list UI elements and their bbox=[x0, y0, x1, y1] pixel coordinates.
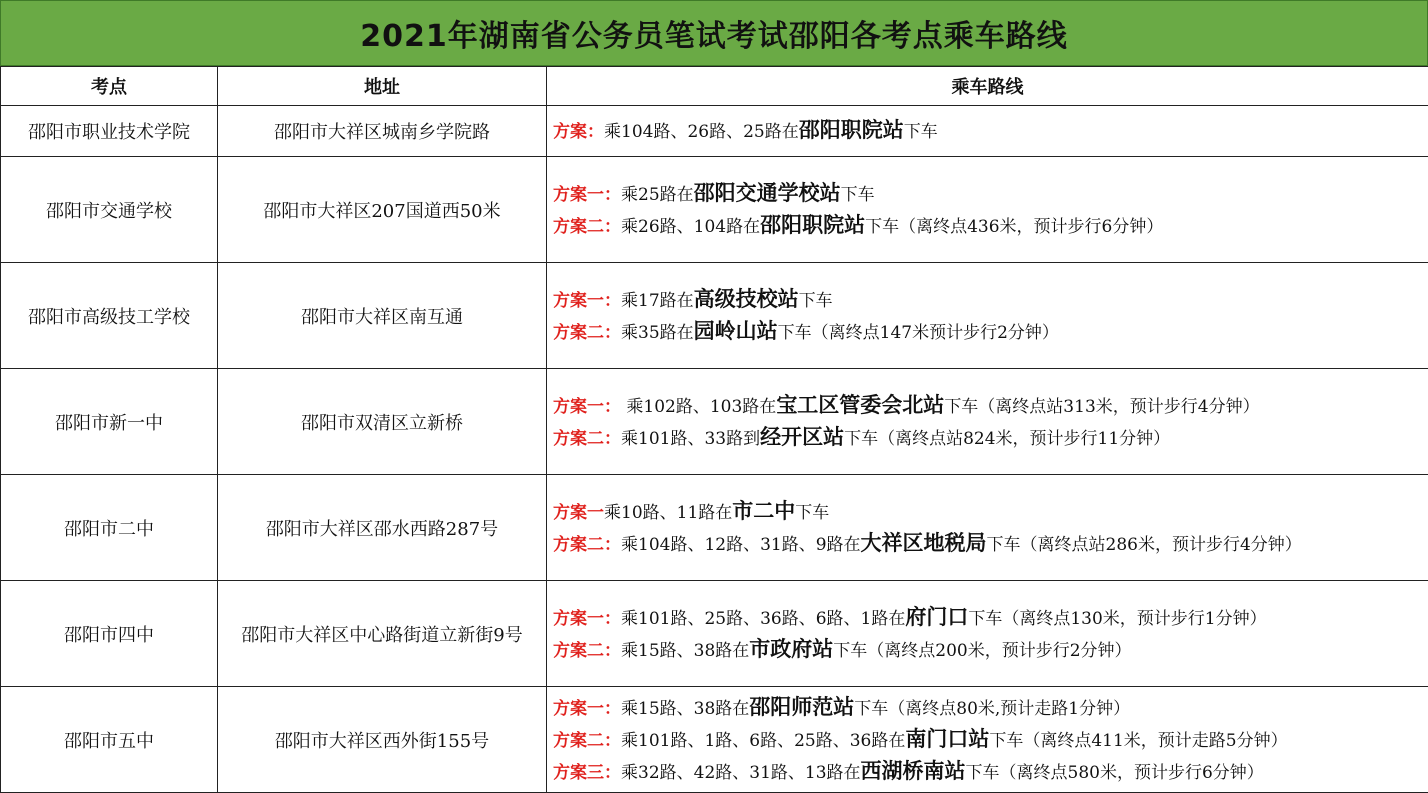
plan-text: 下车（离终点200米，预计步行2分钟） bbox=[833, 640, 1132, 661]
plan-text: 乘32路、42路、31路、13路在 bbox=[621, 762, 861, 783]
plan-text: 下车 bbox=[795, 502, 830, 523]
plan-line bbox=[553, 602, 1428, 634]
plan-label: 方案一： bbox=[553, 184, 621, 205]
plan-text: 下车（离终点147米预计步行2分钟） bbox=[777, 322, 1059, 343]
stop-name: 经开区站 bbox=[760, 423, 845, 449]
plan-text: 下车（离终点580米，预计步行6分钟） bbox=[965, 762, 1264, 783]
plan-text: 下车（离终点130米，预计步行1分钟） bbox=[968, 608, 1267, 629]
plan-text: 乘10路、11路在 bbox=[604, 502, 733, 523]
plan-line bbox=[553, 210, 1428, 242]
table-row bbox=[1, 581, 1428, 687]
plan-text: 下车（离终点站313米，预计步行4分钟） bbox=[944, 396, 1260, 417]
address-cell: 邵阳市双清区立新桥 bbox=[218, 369, 547, 475]
table-row bbox=[1, 157, 1428, 263]
route-cell bbox=[547, 106, 1428, 157]
table-row bbox=[1, 687, 1428, 793]
address-cell: 邵阳市大祥区207国道西50米 bbox=[218, 157, 547, 263]
plan-label: 方案： bbox=[553, 122, 604, 142]
plan-line bbox=[553, 316, 1428, 348]
plan-text: 乘25路在 bbox=[621, 184, 694, 205]
plan-text: 乘104路、12路、31路、9路在 bbox=[621, 534, 861, 555]
route-cell bbox=[547, 475, 1428, 581]
site-cell: 邵阳市职业技术学院 bbox=[1, 106, 218, 157]
plan-label: 方案二： bbox=[553, 534, 621, 555]
plan-line bbox=[553, 496, 1428, 528]
plan-text: 乘17路在 bbox=[621, 290, 694, 311]
stop-name: 西湖桥南站 bbox=[860, 757, 966, 783]
route-cell bbox=[547, 157, 1428, 263]
stop-name: 市二中 bbox=[732, 497, 796, 523]
route-cell bbox=[547, 581, 1428, 687]
site-cell: 邵阳市四中 bbox=[1, 581, 218, 687]
table-row bbox=[1, 475, 1428, 581]
stop-name: 邵阳师范站 bbox=[749, 693, 855, 719]
plan-label: 方案二： bbox=[553, 428, 621, 449]
plan-line bbox=[553, 422, 1428, 454]
stop-name: 府门口 bbox=[905, 603, 969, 629]
site-cell: 邵阳市新一中 bbox=[1, 369, 218, 475]
plan-text: 乘101路、25路、36路、6路、1路在 bbox=[621, 608, 906, 629]
address-cell: 邵阳市大祥区南互通 bbox=[218, 263, 547, 369]
routes-table bbox=[0, 66, 1428, 793]
plan-text: 下车（离终点436米，预计步行6分钟） bbox=[865, 216, 1164, 237]
plan-label: 方案一： bbox=[553, 698, 621, 719]
plan-text: 乘101路、1路、6路、25路、36路在 bbox=[621, 730, 906, 751]
plan-label: 方案一： bbox=[553, 290, 621, 311]
plan-text: 乘104路、26路、25路在 bbox=[604, 122, 799, 142]
stop-name: 邵阳职院站 bbox=[798, 117, 904, 142]
site-cell: 邵阳市高级技工学校 bbox=[1, 263, 218, 369]
stop-name: 南门口站 bbox=[905, 725, 990, 751]
plan-text: 乘102路、103路在 bbox=[621, 396, 777, 417]
address-cell: 邵阳市大祥区西外街155号 bbox=[218, 687, 547, 793]
header-address: 地址 bbox=[218, 67, 547, 106]
table-row bbox=[1, 263, 1428, 369]
plan-text: 下车（离终点站286米，预计步行4分钟） bbox=[986, 534, 1302, 555]
plan-line bbox=[553, 724, 1428, 756]
plan-text: 下车 bbox=[798, 290, 833, 311]
plan-line bbox=[553, 756, 1428, 788]
route-cell bbox=[547, 263, 1428, 369]
address-cell: 邵阳市大祥区邵水西路287号 bbox=[218, 475, 547, 581]
plan-text: 乘26路、104路在 bbox=[621, 216, 761, 237]
stop-name: 高级技校站 bbox=[693, 285, 799, 311]
table-row bbox=[1, 369, 1428, 475]
route-cell bbox=[547, 687, 1428, 793]
plan-line bbox=[553, 528, 1428, 560]
stop-name: 邵阳职院站 bbox=[760, 211, 866, 237]
plan-label: 方案二： bbox=[553, 730, 621, 751]
stop-name: 邵阳交通学校站 bbox=[693, 179, 841, 205]
site-cell: 邵阳市二中 bbox=[1, 475, 218, 581]
site-cell: 邵阳市五中 bbox=[1, 687, 218, 793]
table-body bbox=[1, 106, 1428, 793]
stop-name: 市政府站 bbox=[749, 635, 834, 661]
plan-line bbox=[553, 178, 1428, 210]
plan-label: 方案一： bbox=[553, 608, 621, 629]
plan-text: 乘15路、38路在 bbox=[621, 698, 750, 719]
route-cell bbox=[547, 369, 1428, 475]
plan-label: 方案三： bbox=[553, 762, 621, 783]
plan-label: 方案二： bbox=[553, 216, 621, 237]
plan-text: 乘15路、38路在 bbox=[621, 640, 750, 661]
plan-text: 乘35路在 bbox=[621, 322, 694, 343]
plan-text: 下车（离终点80米,预计走路1分钟） bbox=[854, 698, 1131, 719]
plan-label: 方案二： bbox=[553, 640, 621, 661]
plan-line bbox=[553, 390, 1428, 422]
plan-text: 乘101路、33路到 bbox=[621, 428, 761, 449]
header-row bbox=[1, 67, 1428, 106]
site-cell: 邵阳市交通学校 bbox=[1, 157, 218, 263]
plan-line bbox=[553, 692, 1428, 724]
table-row bbox=[1, 106, 1428, 157]
stop-name: 大祥区地税局 bbox=[860, 529, 987, 555]
stop-name: 园岭山站 bbox=[693, 317, 778, 343]
plan-label: 方案二： bbox=[553, 322, 621, 343]
plan-text: 下车（离终点411米，预计走路5分钟） bbox=[989, 730, 1288, 751]
header-site: 考点 bbox=[1, 67, 218, 106]
plan-text: 下车 bbox=[903, 122, 938, 142]
plan-line bbox=[553, 634, 1428, 666]
address-cell: 邵阳市大祥区城南乡学院路 bbox=[218, 106, 547, 157]
stop-name: 宝工区管委会北站 bbox=[776, 391, 945, 417]
plan-text: 下车（离终点站824米，预计步行11分钟） bbox=[844, 428, 1171, 449]
header-route: 乘车路线 bbox=[547, 67, 1428, 106]
plan-text: 下车 bbox=[840, 184, 875, 205]
plan-line bbox=[553, 115, 1428, 147]
address-cell: 邵阳市大祥区中心路街道立新街9号 bbox=[218, 581, 547, 687]
sheet-title: 2021年湖南省公务员笔试考试邵阳各考点乘车路线 bbox=[0, 0, 1428, 66]
plan-label: 方案一： bbox=[553, 396, 621, 417]
plan-label: 方案一 bbox=[553, 502, 604, 523]
plan-line bbox=[553, 284, 1428, 316]
